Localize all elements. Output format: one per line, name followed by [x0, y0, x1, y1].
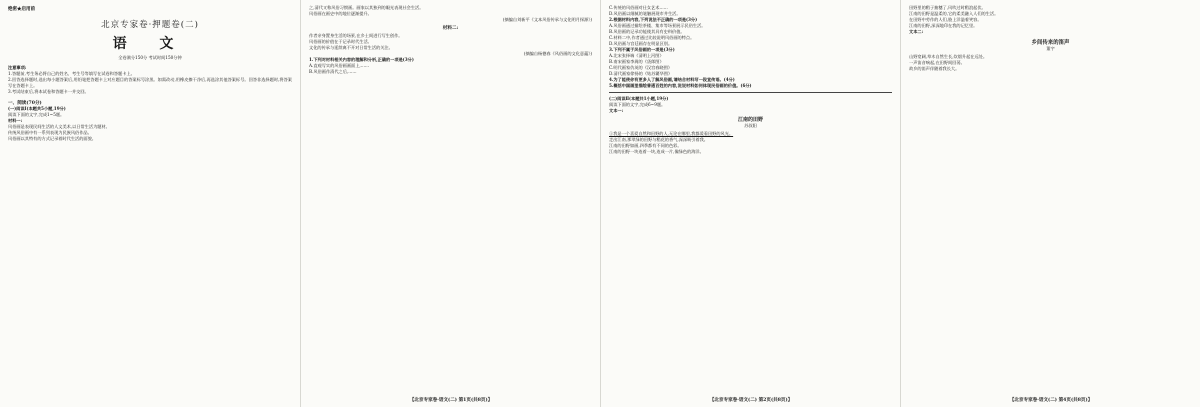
instruction: 阅读下面的文字,完成1~5题。 [8, 112, 65, 117]
paragraph: 作者亲身置身生活的场景,在乡土间进行写生创作。 [309, 33, 403, 38]
note-item: 2.回答选择题时,选出每小题答案后,用铅笔把答题卡上对应题目的答案标号涂黑。如需改动,用橡皮擦干净后,再选涂其他答案标号。回答非选择题时,将答案写在答题卡上。 [8, 77, 292, 88]
text-label: 文本二: [909, 29, 924, 34]
page-3 [600, 0, 900, 407]
option: C.材料二中,作者通过比较说明风俗画的特点。 [609, 35, 695, 40]
paragraph: 江南的田野,深深地印在我的记忆里。 [909, 23, 978, 28]
text-label: 文本一: [609, 108, 624, 113]
section-heading: 一、阅读(70分) [8, 101, 42, 106]
option: B.南宋画家李嵩的《货郎图》 [609, 59, 664, 64]
subsection-heading: (二)阅读Ⅱ(本题共1小题,19分) [609, 96, 669, 101]
page-2 [300, 0, 600, 407]
paragraph: 风俗画是表现民间生活的人文美术,以日常生活为题材。 [8, 124, 110, 129]
page-1 [0, 0, 300, 407]
page-footer: 【北京专家卷·语文(二) 第4页(共8页)】 [1009, 398, 1093, 403]
essay-title: 江南的田野 [737, 117, 763, 123]
paragraph: 风俗画的价值在于记录时代生活。 [309, 39, 372, 44]
page-4 [900, 0, 1200, 407]
paragraph: 风俗画以其特有的方式记录着时代生活的面貌。 [8, 136, 96, 141]
option: B.风俗画作清代之后,…… [309, 69, 357, 74]
option: D.风俗画与宫廷画存在明显区别。 [609, 41, 673, 46]
option: C.明代画家仇英的《汉宫春晓图》 [609, 65, 673, 70]
paragraph: 在田野中劳作的人们,脸上洋溢着笑容。 [909, 17, 982, 22]
question-3: 3.下列不属于风俗画的一项是(3分) [609, 47, 675, 52]
question-5: 5.概括中国画里描绘普通百姓的内容,说说材料如何体现民俗画的价值。(6分) [609, 83, 752, 88]
paragraph: 传统风俗画中有一系列表现为民族风俗作品。 [8, 130, 92, 135]
option: A.北宋张择端《清明上河图》 [609, 53, 664, 58]
option: A.风俗画通过描绘茶楼、集市等场景展示民俗生活。 [609, 23, 706, 28]
page-footer: 【北京专家卷·语文(二) 第2页(共8页)】 [709, 398, 793, 403]
option: C.传统的风俗画对仕女艺术…… [609, 5, 668, 10]
paragraph: 田野里的稻子抽穗了,风吹过时稻浪起伏。 [909, 5, 986, 10]
option: D.清代画家徐扬的《姑苏繁华图》 [609, 71, 673, 76]
subject-title: 语 文 [112, 36, 188, 52]
subsection-heading: (一)阅读Ⅰ(本题共5小题,19分) [8, 106, 66, 111]
option: A.直观写实的风俗画画面上,…… [309, 63, 370, 68]
paragraph: ①我是一个喜爱自然和田野的人,无论在哪里,我都爱看田野的风光。 [609, 131, 734, 136]
option: D.风俗画以细腻的笔触展现市井生活。 [609, 11, 681, 16]
page-footer: 【北京专家卷·语文(二) 第1页(共8页)】 [409, 398, 493, 403]
essay-author: 董宇 [1046, 46, 1055, 51]
source-citation: (摘编自刘新平《文本风俗传承与文化明月探源》) [502, 17, 592, 22]
exam-meta: 全卷满分150分 考试时间150分钟 [118, 55, 182, 60]
paragraph: 走出江南,那翠绿的田野与稻花的香气,深深吸引着我。 [609, 137, 708, 142]
question-2: 2.根据材料内容,下列说法不正确的一项是(3分) [609, 17, 698, 22]
question-4: 4.为了能使你有更多人了解风俗画,请结合材料写一段宣传语。(4分) [609, 77, 735, 82]
paragraph: 江南的田野是温柔的,它的柔美融入人们的生活。 [909, 11, 999, 16]
source-citation: (摘编自杨德春《风俗画的文化意蕴》) [523, 51, 592, 56]
note-item: 3.考试结束后,将本试卷和答题卡一并交回。 [8, 89, 89, 94]
paragraph: 一声笛音响起,在田野间回荡。 [909, 60, 965, 65]
paragraph: 风俗画在画史中的地位逐渐提升。 [309, 11, 372, 16]
paragraph: 文化的传承与延续离不开对日常生活的关注。 [309, 45, 393, 50]
paragraph: 江南的田野如画,四季都有不同的色彩。 [609, 143, 682, 148]
divider [609, 92, 892, 93]
essay-title: 乡间传来的笛声 [1031, 40, 1070, 46]
note-item: 1.答题前,考生务必将自己的姓名、考生号等填写在试卷和答题卡上。 [8, 71, 135, 76]
paragraph: 之,清代又称风俗习惯画。画家以其独到的眼光表现社会生活。 [309, 5, 424, 10]
paragraph: 故乡的笛声伴随着我长大。 [909, 66, 960, 71]
option: B.风俗画的记录功能使其具有史料价值。 [609, 29, 685, 34]
paragraph: 山野宽阔,草木自然生长,炊烟升起在远处。 [909, 54, 988, 59]
material-label: 材料一: [8, 118, 23, 123]
essay-author: 苏叔阳 [744, 123, 757, 128]
material-label: 材料二: [442, 26, 459, 31]
confidential-mark: 绝密★启用前 [8, 7, 35, 12]
notes-heading: 注意事项: [8, 65, 27, 70]
exam-title: 北京专家卷·押题卷(二) [101, 20, 199, 30]
question-1: 1.下列对材料相关内容的理解和分析,正确的一项是(3分) [309, 57, 414, 62]
instruction: 阅读下面的文字,完成6~9题。 [609, 102, 666, 107]
paragraph: 江南的田野一块连着一块,连成一片,像绿色的海洋。 [609, 149, 704, 154]
